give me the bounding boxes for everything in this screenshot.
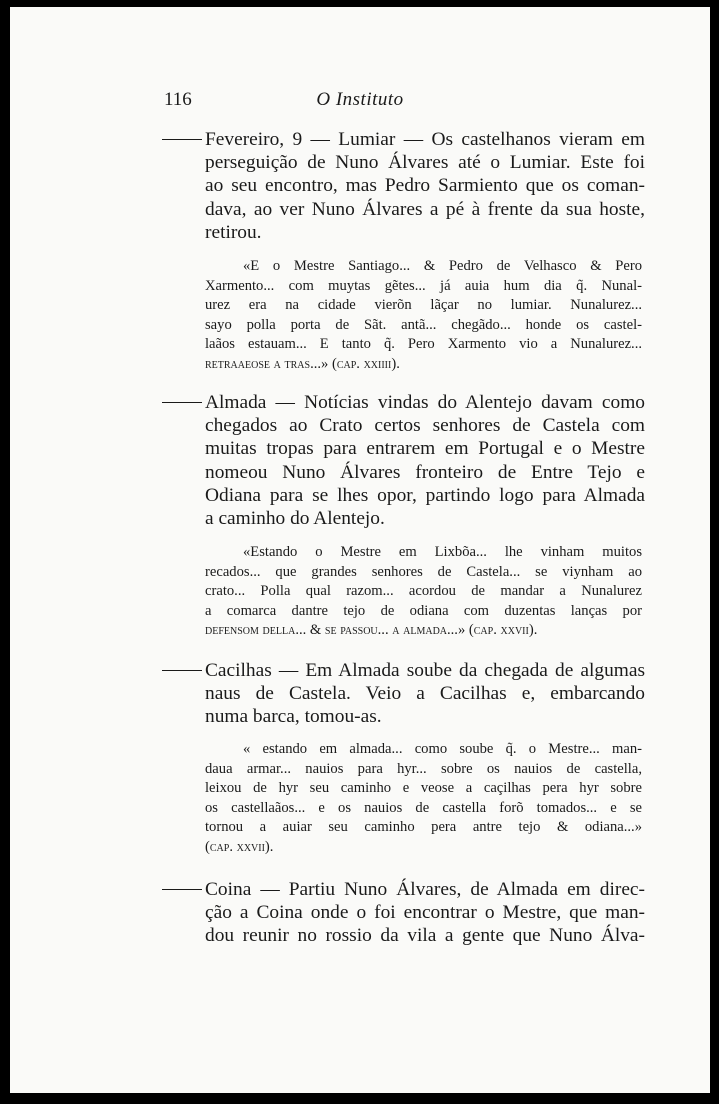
entry-line: numa barca, tomou-as. [205, 706, 382, 728]
entry-line: dou reunir no rossio da vila a gente que Nuno Álva- [205, 925, 645, 947]
quote-almada [205, 543, 642, 641]
entry-dash [162, 139, 202, 140]
entry-dash [162, 402, 202, 403]
entry-line: dava, ao ver Nuno Álvares a pé à frente da sua hoste, [205, 198, 645, 220]
entry-line: perseguição de Nuno Álvares até o Lumiar. Este foi [205, 152, 645, 174]
entry-line: Fevereiro, 9 — Lumiar — Os castelhanos vieram em [205, 129, 645, 150]
quote-line: urez era na cidade vierõn lãçar no lumiar. Nunalurez... [205, 297, 642, 314]
quote-line: daua armar... nauios para hyr... sobre os nauios de castella, [205, 760, 642, 777]
quote-line: retraaeose a tras...» (cap. xxiiii). [205, 355, 400, 372]
entry-line: nomeou Nuno Álvares fronteiro de Entre Tejo e [205, 461, 645, 483]
entry-line: ção a Coina onde o foi encontrar o Mestre, que man- [205, 902, 645, 924]
entry-coina [205, 878, 645, 948]
book-page [10, 7, 710, 1093]
page-number: 116 [164, 89, 192, 110]
quote-line: (cap. xxvii). [205, 838, 274, 855]
entry-line: Odiana para se lhes opor, partindo logo para Almada [205, 484, 645, 506]
entry-line: chegados ao Crato certos senhores de Castela com [205, 415, 645, 437]
entry-cacilhas [205, 659, 645, 729]
page-header [10, 89, 710, 115]
entry-dash [162, 889, 202, 890]
quote-line: defensom della... & se passou... a almada...» (cap. xxvii). [205, 622, 538, 639]
entry-line: Cacilhas — Em Almada soube da chegada de algumas [205, 660, 645, 681]
entry-dash [162, 670, 202, 671]
entry-line: muitas tropas para entrarem em Portugal e o Mestre [205, 438, 645, 460]
entry-line: naus de Castela. Veio a Cacilhas e, embarcando [205, 683, 645, 705]
entry-line: a caminho do Alentejo. [205, 508, 385, 530]
quote-cacilhas [205, 740, 642, 858]
quote-line: a comarca dantre tejo de odiana com duzentas lanças por [205, 602, 642, 619]
entry-line: Coina — Partiu Nuno Álvares, de Almada em direc- [205, 879, 645, 900]
quote-line: crato... Polla qual razom... acordou de mandar a Nunalurez [205, 583, 642, 600]
quote-line: Xarmento... com muytas gẽtes... já auia hum dia q̃. Nunal- [205, 277, 642, 294]
quote-line: leixou de hyr seu caminho e veose a caçilhas pera hyr sobre [205, 780, 642, 797]
running-title: O Instituto [316, 89, 404, 110]
quote-line: os castellaãos... e os nauios de castella forõ tomados... e se [205, 799, 642, 816]
entry-almada [205, 391, 645, 530]
quote-line: «Estando o Mestre em Lixbõa... lhe vinham muitos [243, 544, 642, 560]
quote-fevereiro [205, 257, 642, 375]
entry-fevereiro [205, 128, 645, 244]
quote-line: tornou a auiar seu caminho pera antre tejo & odiana...» [205, 819, 642, 836]
quote-line: recados... que grandes senhores de Castela... se viynham ao [205, 563, 642, 580]
entry-line: Almada — Notícias vindas do Alentejo davam como [205, 392, 645, 413]
entry-line: ao seu encontro, mas Pedro Sarmiento que os coman- [205, 175, 645, 197]
quote-line: «E o Mestre Santiago... & Pedro de Velhasco & Pero [243, 258, 642, 274]
entry-line: retirou. [205, 221, 262, 243]
quote-line: « estando em almada... como soube q̃. o Mestre... man- [243, 741, 642, 757]
quote-line: laãos estauam... E tanto q̃. Pero Xarmento vio a Nunalurez... [205, 336, 642, 353]
quote-line: sayo polla porta de Sãt. antã... chegãdo... honde os castel- [205, 316, 642, 333]
